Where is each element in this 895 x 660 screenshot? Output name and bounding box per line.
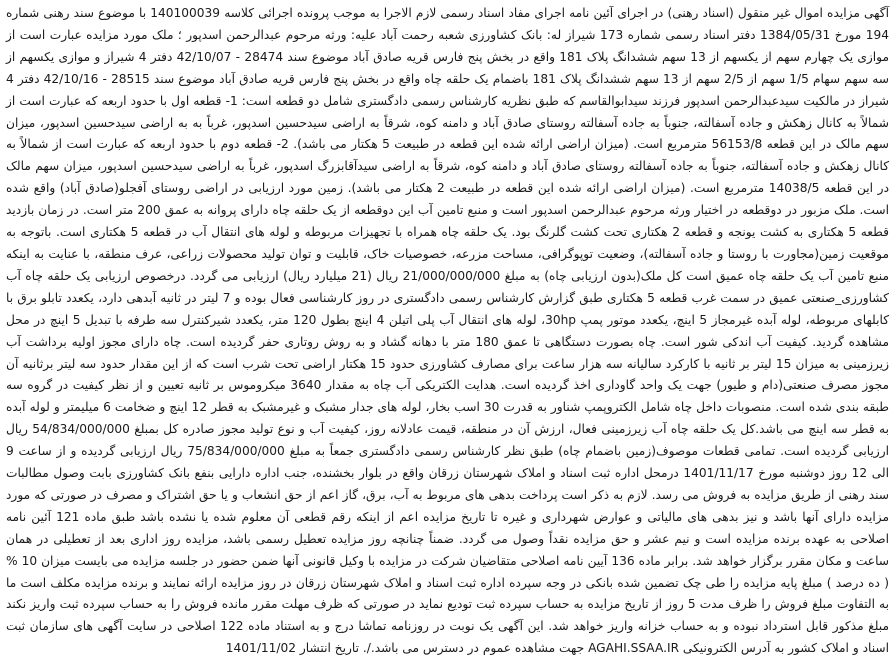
- notice-body-text: آگهی مزایده اموال غیر منقول (اسناد رهنی) در اجرای آئین نامه اجرای مفاد اسناد رسمی لازم الاجرا به موجب پرونده اجرائی کلاسه 140100039 با موضوع سند رهنی شماره 194 مورخ 1384/05/31 دفتر اسناد رسمی شماره 173 شیراز له: بانک کشاورزی شعبه رحمت آباد علیه: ورثه مرحوم عبدالرحمن اسدپور ؛ ملک مورد مزایده عبارت است از موازی یک چهارم سهم از یکسهم از 13 سهم ششدانگ پلاک 181 واقع در بخش پنج فارس قریه صادق آباد موضوع سند 28474 - 42/10/07 دفتر 4 شیراز و موازی یکسهم از سه سهم سهام 1/5 سهم از 2/5 سهم از 13 سهم ششدانگ پلاک 181 باضمام یک حلقه چاه واقع در بخش پنج فارس قریه صادق آباد موضوع سند 28515 - 42/10/16 دفتر 4 شیراز در مالکیت سیدعبدالرحمن اسدپور فرزند سیدابوالقاسم که طبق نظریه کارشناس رسمی دادگستری شامل دو قطعه است: 1- قطعه اول با حدود اربعه که عبارت است از شمالاً به کانال زهکش و جاده آسفالته، جنوباً به جاده آسفالته روستای صادق آباد و دامنه کوه، شرقاً به اراضی سیدحسین اسدپور، غرباً به به اراضی سیدحسین اسدپور، میزان سهم مالک در این قطعه 56153/8 مترمربع است. (میزان اراضی ارائه شده این قطعه در طبیعت 5 هکتار می باشد). 2- قطعه دوم با حدود اربعه که عبارت است از شمالاً به کانال زهکش و جاده آسفالته، جنوباً به جاده آسفالته روستای صادق آباد و دامنه کوه، شرقاً به اراضی سیدآقابزرگ اسدپور، غرباً به اراضی سیدحسین اسدپور، میزان سهم مالک در این قطعه 14038/5 مترمربع است. (میزان اراضی ارائه شده این قطعه در طبیعت 2 هکتار می باشد). زمین مورد ارزیابی در اراضی روستای آفجلو(صادق آباد) واقع شده است. ملک مزبور در دوقطعه در اختیار ورثه مرحوم عبدالرحمن اسدپور است و منبع تامین آب این دوقطعه از یک حلقه چاه دارای پروانه به عمق 200 متر است. در زمان بازدید قطعه 5 هکتاری به کشت یونجه و قطعه 2 هکتاری تحت کشت گلرنگ بود. یک حلقه چاه همراه با تجهیزات مربوطه و لوله های انتقال آب در قطعه 5 هکتاری است. باتوجه به موقعیت زمین(مجاورت با روستا و جاده آسفالته)، وضعیت توپوگرافی، مساحت مزرعه، خصوصیات خاک، قابلیت و توان تولید محصولات زراعی، عرف منطقه، با عنایت به اینکه منبع تامین آب یک حلقه چاه عمیق است کل ملک(بدون ارزیابی چاه) به مبلغ 21/000/000/000 ریال (21 میلیارد ریال) ارزیابی می گردد. درخصوص ارزیابی یک حلقه چاه آب کشاورزی_صنعتی عمیق در سمت غرب قطعه 5 هکتاری طبق گزارش کارشناس رسمی دادگستری در روز کارشناسی فعال بوده و 7 لیتر در ثانیه آبدهی دارد، یکعدد تابلو برق با کابلهای مربوطه، لوله آبده غیرمجاز 5 اینچ، یکعدد موتور پمپ 30hp، لوله های انتقال آب پلی اتیلن 4 اینچ بطول 120 متر، یکعدد شیرکنترل سه طرفه با تبدیل 5 اینچ در محل مشاهده گردید. کیفیت آب اندکی شور است. چاه بصورت دستگاهی تا عمق 180 متر با دهانه گشاد و به روش روتاری حفر گردیده است. چاه دارای مجوز اولیه برداشت آب زیرزمینی به میزان 15 لیتر بر ثانیه با کارکرد سالیانه سه هزار ساعت برای مصارف کشاورزی حدود 15 هکتار اراضی تحت شرب است که از این مقدار حدود سه لیتر برثانیه آن مجوز مصرف صنعتی(دام و طیور) جهت یک واحد گاوداری اخذ گردیده است. هدایت الکتریکی آب چاه به مقدار 3640 میکروموس بر ثانیه تعیین و از نظر کیفیت در گروه سه طبقه بندی شده است. منصوبات داخل چاه شامل الکتروپمپ شناور به قدرت 30 اسب بخار، لوله های جدار مشبک و غیرمشبک به قطر 12 اینچ و ضخامت 6 میلیمتر و لوله آبده به قطر سه اینچ می باشد.کل یک حلقه چاه آب زیرزمینی فعال، ارزش آن در منطقه، قیمت عادلانه روز، کیفیت آب و نوع تولید مجوز صادره کل بمبلغ 54/834/000/000 ریال ارزیابی گردیده است. تمامی قطعات موصوف(زمین باضمام چاه) طبق نظر کارشناس رسمی دادگستری جمعاً به مبلغ 75/834/000/000 ریال ارزیابی گردیده و از ساعت 9 الی 12 روز دوشنبه مورخ 1401/11/17 درمحل اداره ثبت اسناد و املاک شهرستان زرقان واقع در بلوار بخشنده، جنب اداره دارایی بنفع بانک کشاورزی بابت وصول مطالبات سند رهنی از طریق مزایده به فروش می رسد. لازم به ذکر است پرداخت بدهی های مربوط به آب، برق، گاز اعم از حق انشعاب و یا حق اشتراک و مصرف در صورتی که مورد مزایده دارای آنها باشد و نیز بدهی های مالیاتی و عوارض شهرداری و غیره تا تاریخ مزایده اعم از اینکه رقم قطعی آن معلوم شده یا نشده باشد طبق ماده 121 آئین نامه اصلاحی به عهده برنده مزایده است و نیم عشر و حق مزایده نقداً وصول می گردد. ضمناً چنانچه روز مزایده تعطیل رسمی باشد، مزایده روز اداری بعد از تعطیلی در همان ساعت و مکان مقرر برگزار خواهد شد. برابر ماده 136 آیین نامه اصلاحی متقاضیان شرکت در مزایده با وکیل قانونی آنها ضمن حضور در جلسه مزایده می بایست میزان 10 % ( ده درصد ) مبلغ پایه مزایده را طی چک تضمین شده بانکی در وجه سپرده اداره ثبت اسناد و املاک شهرستان زرقان در روز مزایده ارائه نمایند و برنده مزایده مکلف است ما به التفاوت مبلغ فروش را ظرف مدت 5 روز از تاریخ مزایده به حساب سپرده ثبت تودیع نماید در صورتی که ظرف مهلت مقرر مانده فروش را به حساب سپرده ثبت واریز نکند مبلغ مذکور قابل استرداد نبوده و به حساب خزانه واریز خواهد شد. این آگهی یک نوبت در روزنامه تماشا درج و به استناد ماده 122 اصلاحی در سایت آگهی های سازمان ثبت اسناد و املاک کشور به آدرس الکترونیکی AGAHI.SSAA.IR جهت مشاهده عموم در دسترس می باشد./. تاریخ انتشار 1401/11/02: [6, 6, 890, 656]
